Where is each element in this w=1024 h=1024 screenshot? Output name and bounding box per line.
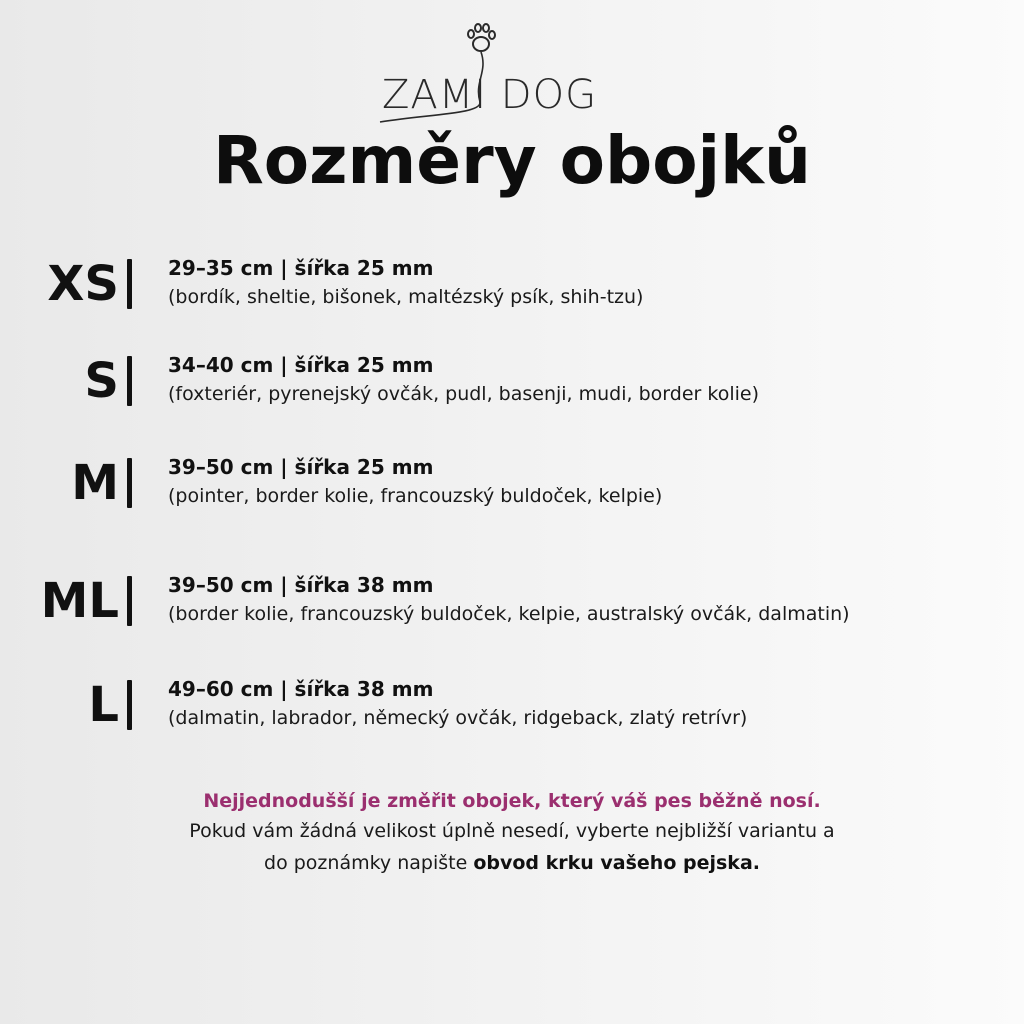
note-line: Pokud vám žádná velikost úplně nesedí, vyberte nejbližší variantu a (189, 820, 835, 842)
page-title: Rozměry obojků (212, 122, 812, 199)
size-row-xs (0, 256, 1024, 336)
size-row-l (0, 677, 1024, 757)
size-breeds: (bordík, sheltie, bišonek, maltézský psík, shih-tzu) (168, 286, 644, 308)
size-label: M (71, 455, 132, 511)
size-label: ML (41, 573, 132, 629)
divider-bar (127, 458, 132, 508)
size-measure: 34–40 cm | šířka 25 mm (168, 353, 434, 377)
size-breeds: (dalmatin, labrador, německý ovčák, ridgeback, zlatý retrívr) (168, 707, 748, 729)
size-label: L (88, 677, 132, 733)
size-row-s (0, 353, 1024, 433)
size-breeds: (border kolie, francouzský buldoček, kelpie, australský ovčák, dalmatin) (168, 603, 850, 625)
size-measure: 49–60 cm | šířka 38 mm (168, 677, 434, 701)
size-label: S (84, 353, 132, 409)
size-measure: 39–50 cm | šířka 25 mm (168, 455, 434, 479)
size-breeds: (pointer, border kolie, francouzský buldoček, kelpie) (168, 485, 663, 507)
measure-tip: Nejjednodušší je změřit obojek, který váš pes běžně nosí. (203, 790, 821, 812)
size-measure: 39–50 cm | šířka 38 mm (168, 573, 434, 597)
divider-bar (127, 576, 132, 626)
note-emphasis: obvod krku vašeho pejska. (473, 852, 760, 874)
divider-bar (127, 259, 132, 309)
size-row-ml (0, 573, 1024, 653)
size-breeds: (foxteriér, pyrenejský ovčák, pudl, basenji, mudi, border kolie) (168, 383, 759, 405)
size-label: XS (47, 256, 132, 312)
logo-wordmark: ZAMI DOG (382, 72, 598, 118)
divider-bar (127, 680, 132, 730)
size-row-m (0, 455, 1024, 535)
divider-bar (127, 356, 132, 406)
zamidog-logo (370, 22, 610, 132)
note-line: do poznámky napište obvod krku vašeho pejska. (264, 852, 760, 874)
size-measure: 29–35 cm | šířka 25 mm (168, 256, 434, 280)
